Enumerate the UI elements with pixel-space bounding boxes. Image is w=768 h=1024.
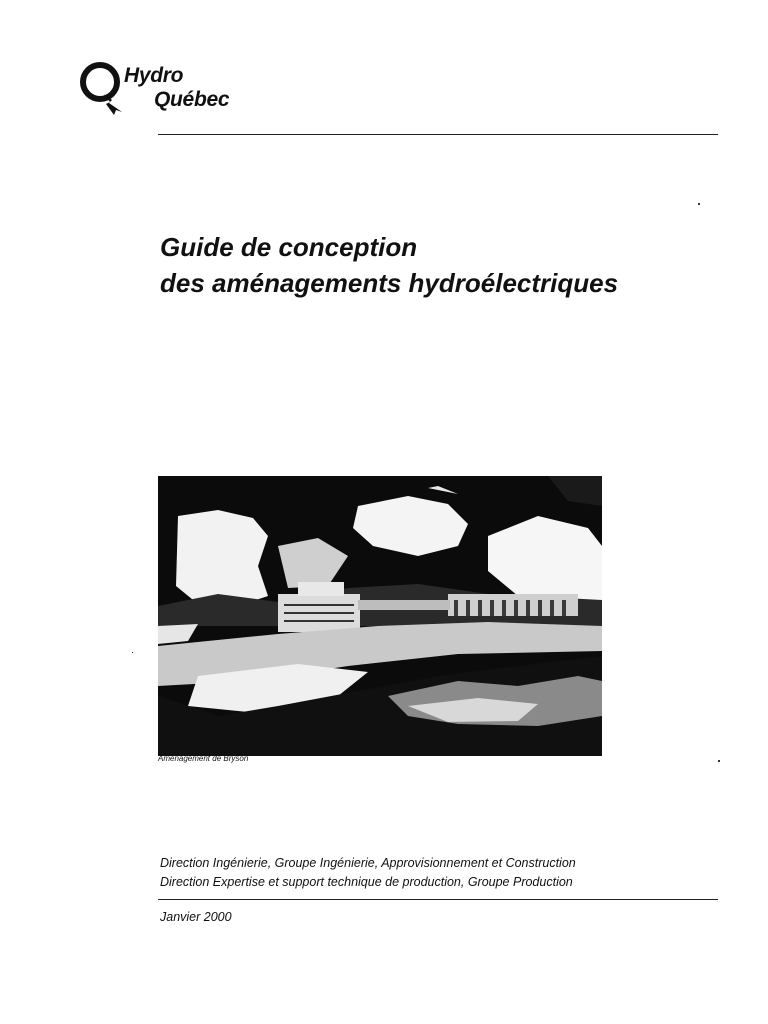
scan-speck [698, 203, 700, 205]
header-divider [158, 134, 718, 135]
title-line-2: des aménagements hydroélectriques [160, 268, 619, 298]
document-title [160, 229, 618, 301]
photo-caption: Aménagement de Bryson [158, 754, 249, 763]
scan-speck [132, 652, 133, 653]
scan-speck [718, 760, 720, 762]
bryson-dam-photo [158, 476, 602, 756]
title-line-1: Guide de conception [160, 232, 418, 262]
hydro-quebec-logo [76, 60, 266, 124]
logo-text-hydro: Hydro [124, 64, 184, 87]
direction-line-2: Direction Expertise et support technique de production, Groupe Production [160, 875, 573, 889]
footer-divider [158, 899, 718, 900]
logo-text-quebec: Québec [154, 88, 230, 111]
direction-line-1: Direction Ingénierie, Groupe Ingénierie, Approvisionnement et Construction [160, 856, 576, 870]
bryson-dam-photo-illustration [158, 476, 602, 756]
publication-date: Janvier 2000 [160, 910, 232, 924]
